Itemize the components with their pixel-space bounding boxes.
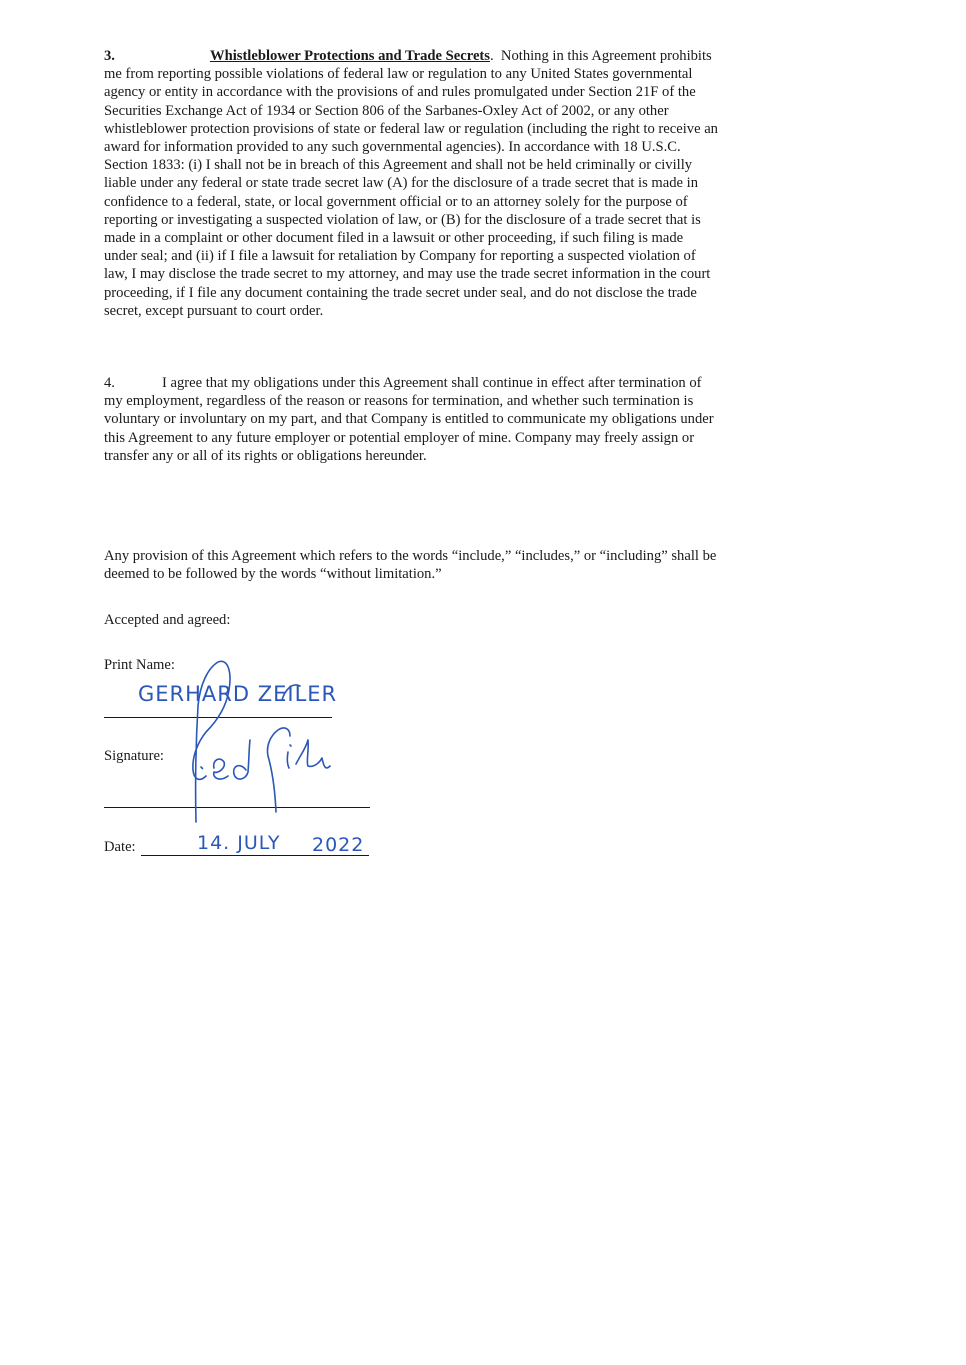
section-3-number: 3.: [104, 48, 115, 64]
print-name-handwritten: GERHARD ZEILER: [138, 682, 338, 706]
signature-label: Signature:: [104, 748, 164, 764]
acceptance-statement: Accepted and agreed:: [104, 612, 231, 628]
section-4-number: 4.: [104, 375, 115, 391]
section-4-text: I agree that my obligations under this Agreement shall continue in effect after termination of my employment, regardless of the reason or reasons for termination, and whether such termination is voluntary or involuntary on my part, and that Company is entitled to communicate my obligations under this Agreement to any future employer or potential employer of mine. Company may freely assign or transfer any or all of its rights or obligations hereunder.: [104, 375, 714, 464]
section-3-heading: Whistleblower Protections and Trade Secrets: [210, 48, 490, 64]
date-handwritten-year: 2022: [312, 834, 365, 856]
date-line: [141, 855, 369, 856]
section-3-body: prohibits me from reporting possible violations of federal law or regulation to any United States governmental agency or entity in accordance with the provisions of and rules promulgated under Section 21F of the Securities Exchange Act of 1934 or Section 806 of the Sarbanes-Oxley Act of 2002, or any other whistleblower protection provisions of state or federal law or regulation (including the right to receive an award for information provided to any such governmental agencies). In accordance with 18 U.S.C. Section 1833: (i) I shall not be in breach of this Agreement and shall not be held criminally or civilly liable under any federal or state trade secret law (A) for the disclosure of a trade secret that is made in confidence to a federal, state, or local government official or to an attorney solely for the purpose of reporting or investigating a suspected violation of law, or (B) for the disclosure of a trade secret that is made in a complaint or other document filed in a lawsuit or other proceeding, if such filing is made under seal; and (ii) if I file a lawsuit for retaliation by Company for reporting a suspected violation of law, I may disclose the trade secret to my attorney, and may use the trade secret information in the court proceeding, if I file any document containing the trade secret under seal, and do not disclose the trade secret, except pursuant to court order.: [104, 48, 718, 319]
date-label: Date:: [104, 839, 136, 855]
print-name-label: Print Name:: [104, 657, 175, 673]
date-handwritten-day: 14. JULY: [197, 832, 281, 854]
section-3-heading-end: .: [489, 48, 494, 64]
section-3-lead: Nothing in this Agreement: [500, 48, 657, 64]
definition-clause: Any provision of this Agreement which refers to the words “include,” “includes,” or “including” shall be deemed to be followed by the words “without limitation.”: [104, 548, 717, 583]
